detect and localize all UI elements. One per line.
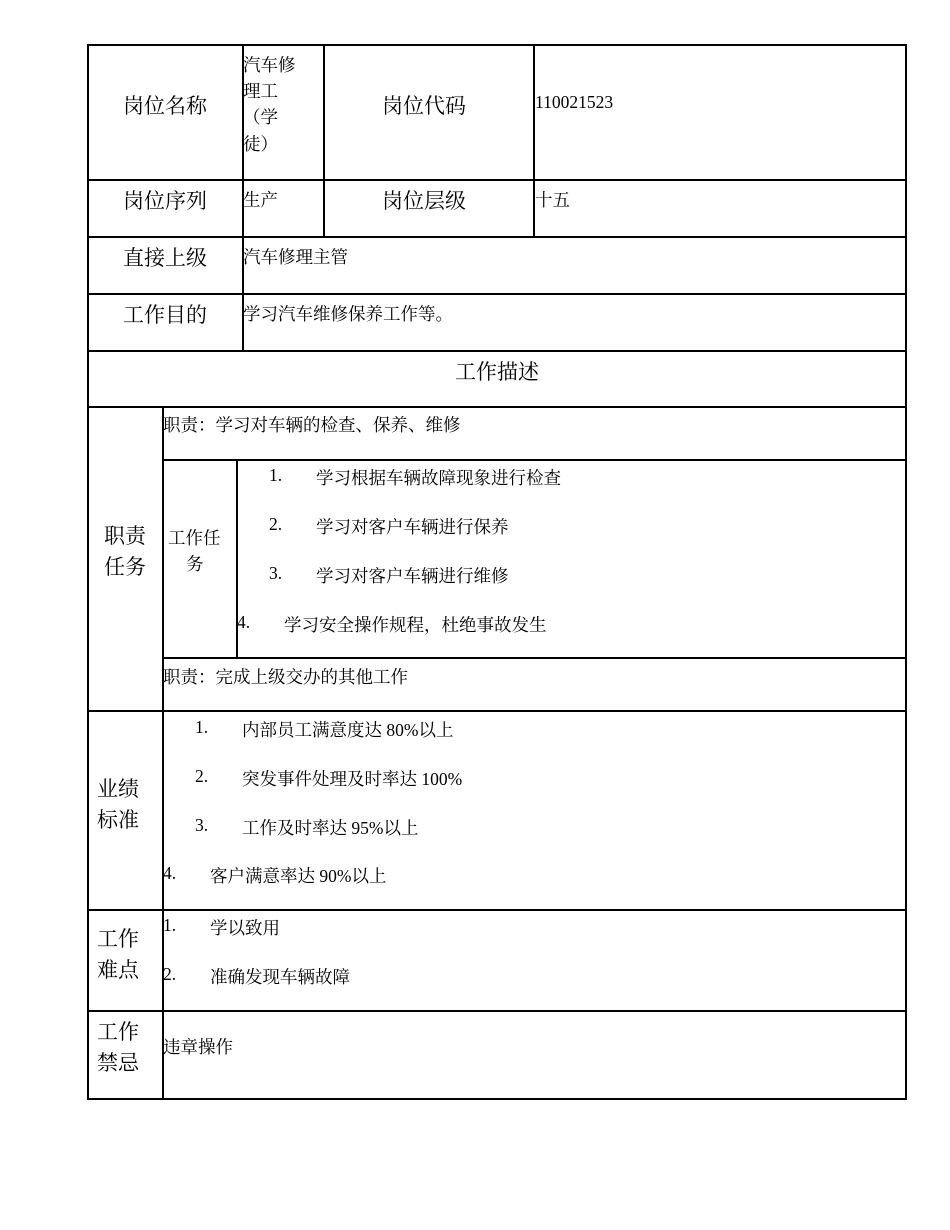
- performance-4-text: 客户满意率达 90%以上: [210, 866, 387, 886]
- row-divider: [87, 236, 907, 238]
- row-divider: [87, 293, 907, 295]
- prohibitions-label-line2: 禁忌: [97, 1051, 139, 1075]
- level-value: 十五: [535, 190, 570, 210]
- position-name-value-line4: 徒）: [243, 134, 278, 154]
- position-name-value-line3: （学: [243, 107, 278, 127]
- sequence-label: 岗位序列: [123, 189, 207, 213]
- position-name-value-line1: 汽车修: [243, 55, 296, 75]
- performance-3-text: 工作及时率达 95%以上: [242, 818, 419, 838]
- table-border-bottom: [87, 1098, 907, 1100]
- task-label-line1: 工作任: [168, 528, 221, 548]
- superior-value: 汽车修理主管: [243, 247, 348, 267]
- performance-2-text: 突发事件处理及时率达 100%: [242, 769, 463, 789]
- duty-2-text: 职责：完成上级交办的其他工作: [163, 667, 408, 687]
- table-border-top: [87, 44, 907, 46]
- task-label-line2: 务: [186, 554, 204, 574]
- purpose-label: 工作目的: [123, 303, 207, 327]
- superior-label: 直接上级: [123, 246, 207, 270]
- task-3-num: 3.: [269, 563, 283, 583]
- task-1-num: 1.: [269, 465, 283, 485]
- description-title: 工作描述: [455, 360, 539, 384]
- prohibitions-text: 违章操作: [163, 1037, 233, 1057]
- performance-4-num: 4.: [163, 863, 177, 883]
- performance-label-line2: 标准: [97, 808, 139, 832]
- purpose-value: 学习汽车维修保养工作等。: [243, 304, 453, 324]
- column-divider: [323, 44, 325, 237]
- prohibitions-label-line1: 工作: [97, 1020, 139, 1044]
- task-4-num: 4.: [237, 612, 251, 632]
- position-code-value: 110021523: [535, 92, 614, 112]
- performance-3-num: 3.: [195, 815, 209, 835]
- task-1-text: 学习根据车辆故障现象进行检查: [316, 468, 561, 488]
- difficulties-label-line2: 难点: [97, 958, 139, 982]
- duty-1-text: 职责：学习对车辆的检查、保养、维修: [163, 415, 461, 435]
- table-border-left: [87, 44, 89, 1099]
- difficulty-2-num: 2.: [163, 964, 177, 984]
- duties-label-line2: 任务: [104, 555, 146, 579]
- performance-1-num: 1.: [195, 717, 209, 737]
- sequence-value: 生产: [243, 190, 278, 210]
- level-label: 岗位层级: [382, 189, 466, 213]
- performance-2-num: 2.: [195, 766, 209, 786]
- row-divider: [87, 179, 907, 181]
- position-name-value-line2: 理工: [243, 81, 278, 101]
- row-divider: [87, 909, 907, 911]
- difficulty-2-text: 准确发现车辆故障: [210, 967, 350, 987]
- performance-1-text: 内部员工满意度达 80%以上: [242, 720, 454, 740]
- duties-label-line1: 职责: [104, 524, 146, 548]
- row-divider: [87, 350, 907, 352]
- column-divider: [162, 406, 164, 1099]
- performance-label-line1: 业绩: [97, 777, 139, 801]
- row-divider: [87, 406, 907, 408]
- row-divider: [162, 657, 907, 659]
- difficulty-1-text: 学以致用: [210, 918, 280, 938]
- task-4-text: 学习安全操作规程，杜绝事故发生: [284, 615, 547, 635]
- row-divider: [162, 459, 907, 461]
- position-name-label: 岗位名称: [123, 94, 207, 118]
- difficulty-1-num: 1.: [163, 915, 177, 935]
- row-divider: [87, 1010, 907, 1012]
- task-2-num: 2.: [269, 514, 283, 534]
- position-code-label: 岗位代码: [382, 94, 466, 118]
- row-divider: [87, 710, 907, 712]
- task-3-text: 学习对客户车辆进行维修: [316, 566, 509, 586]
- table-border-right: [905, 44, 907, 1099]
- difficulties-label-line1: 工作: [97, 927, 139, 951]
- task-2-text: 学习对客户车辆进行保养: [316, 517, 509, 537]
